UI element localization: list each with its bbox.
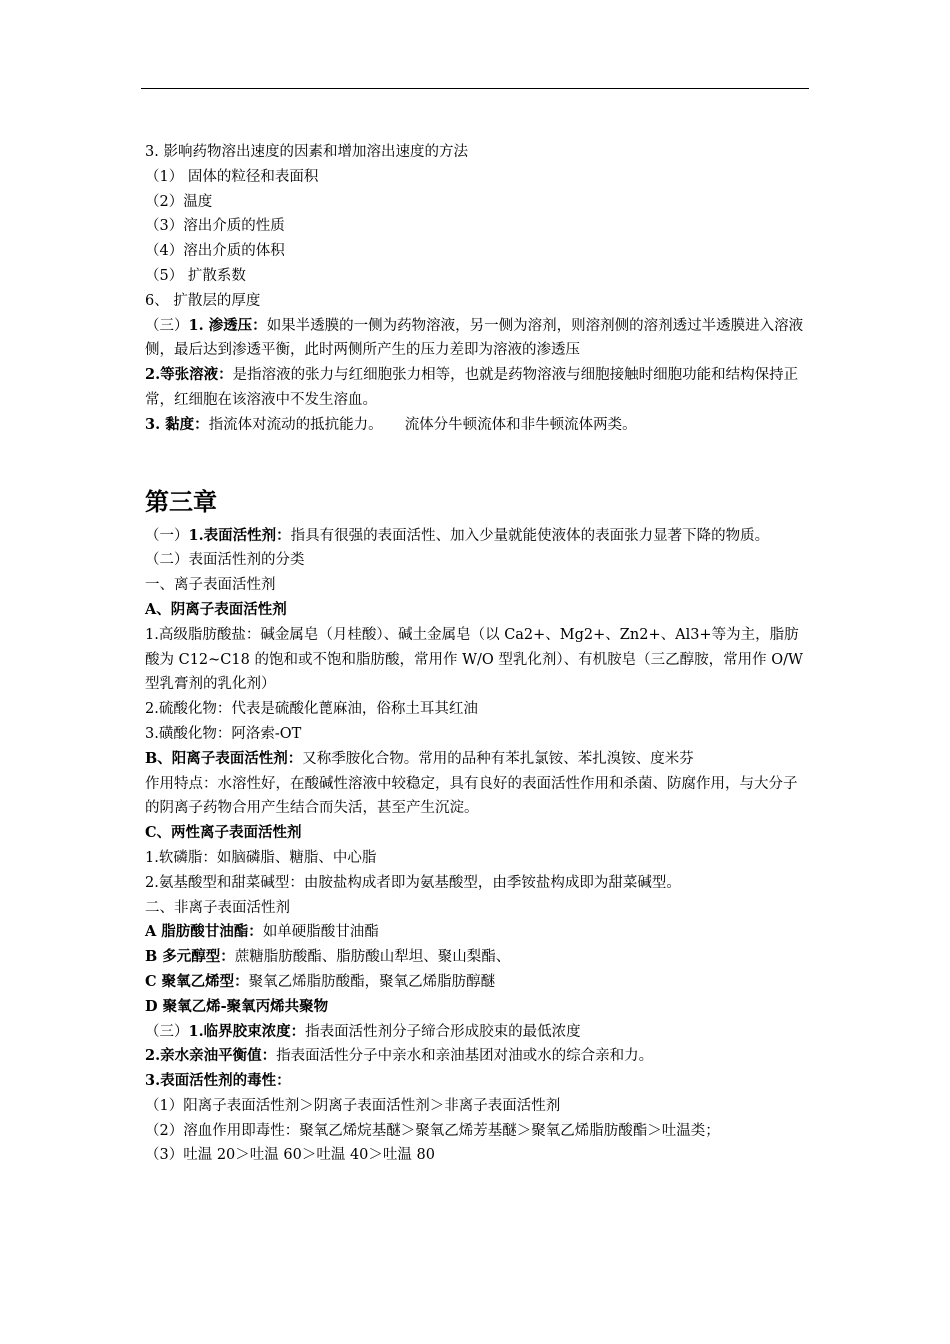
- cationic-definition: [145, 747, 810, 772]
- cmc-definition: [145, 1020, 810, 1045]
- definition-text: 又称季胺化合物。常用的品种有苯扎氯铵、苯扎溴铵、度米芬: [302, 750, 694, 767]
- osmotic-pressure-definition: [145, 314, 810, 364]
- definition-text: 如单硬脂酸甘油酯: [262, 924, 379, 941]
- list-item: 2.氨基酸型和甜菜碱型：由胺盐构成者即为氨基酸型，由季铵盐构成即为甜菜碱型。: [145, 874, 681, 891]
- term: 3.表面活性剂的毒性：: [145, 1072, 291, 1090]
- list-item: 6、 扩散层的厚度: [145, 292, 261, 309]
- term: D 聚氧乙烯-聚氧丙烯共聚物: [145, 997, 329, 1015]
- toxicity-heading: [145, 1069, 810, 1094]
- hlb-definition: [145, 1044, 810, 1069]
- anionic-title: A、阴离子表面活性剂: [145, 600, 287, 618]
- cationic-features: 作用特点：水溶性好，在酸碱性溶液中较稳定，具有良好的表面活性作用和杀菌、防腐作用，与大分子的阴离子药物合用产生结合而失活，甚至产生沉淀。: [145, 775, 798, 817]
- chapter-title: 第三章: [145, 486, 217, 516]
- list-item: （2）溶血作用即毒性：聚氧乙烯烷基醚＞聚氧乙烯芳基醚＞聚氧乙烯脂肪酸酯＞吐温类；: [145, 1122, 720, 1139]
- term: B 多元醇型：: [145, 948, 235, 966]
- definition-text: 指表面活性分子中亲水和亲油基团对油或水的综合亲和力。: [276, 1048, 654, 1065]
- term: A 脂肪酸甘油酯：: [145, 923, 263, 941]
- list-item: [145, 995, 810, 1020]
- term: B、阳离子表面活性剂：: [145, 749, 303, 767]
- definition-text: 指表面活性剂分子缔合形成胶束的最低浓度: [305, 1023, 581, 1040]
- subsection-heading: [145, 821, 810, 846]
- subsection-heading: 一、离子表面活性剂: [145, 577, 276, 594]
- definition-text: 是指溶液的张力与红细胞张力相等，也就是药物溶液与细胞接触时细胞功能和结构保持正常，红细胞在该溶液中不发生溶血。: [145, 367, 799, 408]
- isotonic-solution-definition: [145, 363, 810, 413]
- term: C 聚氧乙烯型：: [145, 972, 249, 990]
- definition-text: 流体分牛顿流体和非牛顿流体两类。: [404, 416, 637, 433]
- surfactant-definition: [145, 524, 810, 549]
- definition-text: 如果半透膜的一侧为药物溶液，另一侧为溶剂，则溶剂侧的溶剂透过半透膜进入溶液侧，最后达到渗透平衡，此时两侧所产生的压力差即为溶液的渗透压: [145, 317, 804, 359]
- list-item: 2.硫酸化物：代表是硫酸化蓖麻油，俗称土耳其红油: [145, 701, 478, 718]
- list-item: [145, 920, 810, 945]
- list-item: （1）阳离子表面活性剂＞阴离子表面活性剂＞非离子表面活性剂: [145, 1097, 561, 1114]
- list-item: （2）温度: [145, 193, 213, 210]
- term: 3. 黏度：: [145, 415, 209, 433]
- list-item: （1） 固体的粒径和表面积: [145, 168, 319, 185]
- item-prefix: （一）: [145, 527, 189, 544]
- header-rule: [141, 88, 809, 89]
- list-item: [145, 945, 810, 970]
- definition-text: 指流体对流动的抵抗能力。: [208, 416, 383, 433]
- list-item: [145, 970, 810, 995]
- term: 2.亲水亲油平衡值：: [145, 1047, 277, 1065]
- subsection-heading: [145, 598, 810, 623]
- definition-text: 聚氧乙烯脂肪酸酯，聚氧乙烯脂肪醇醚: [248, 973, 496, 990]
- list-item: 1.软磷脂：如脑磷脂、糖脂、中心脂: [145, 849, 377, 866]
- term: 1.临界胶束浓度：: [188, 1022, 306, 1040]
- item-prefix: （三）: [145, 317, 189, 334]
- document-body: [145, 140, 810, 1168]
- item-prefix: （三）: [145, 1023, 189, 1040]
- amphoteric-title: C、两性离子表面活性剂: [145, 824, 302, 842]
- definition-text: 指具有很强的表面活性、加入少量就能使液体的表面张力显著下降的物质。: [290, 527, 770, 544]
- term: 1.表面活性剂：: [188, 526, 291, 544]
- list-item: （3）溶出介质的性质: [145, 218, 285, 235]
- viscosity-definition: [145, 413, 810, 438]
- subsection-heading: 二、非离子表面活性剂: [145, 899, 290, 916]
- section-heading: （二）表面活性剂的分类: [145, 552, 305, 569]
- list-item: （5） 扩散系数: [145, 267, 246, 284]
- list-item: （3）吐温 20＞吐温 60＞吐温 40＞吐温 80: [145, 1147, 435, 1164]
- list-item: 1.高级脂肪酸盐：碱金属皂（月桂酸）、碱土金属皂（以 Ca2+、Mg2+、Zn2+、Al3+等为主，脂肪酸为 C12~C18 的饱和或不饱和脂肪酸，常用作 W/O 型乳化剂）、有机胺皂（三乙醇胺，常用作 O/W 型乳膏剂的乳化剂）: [145, 626, 803, 693]
- definition-text: 蔗糖脂肪酸酯、脂肪酸山犁坦、聚山梨酯、: [234, 949, 511, 966]
- term: 1. 渗透压：: [188, 316, 267, 334]
- section-heading: 3. 影响药物溶出速度的因素和增加溶出速度的方法: [145, 144, 468, 160]
- list-item: （4）溶出介质的体积: [145, 243, 285, 260]
- term: 2.等张溶液：: [145, 366, 233, 384]
- list-item: 3.磺酸化物：阿洛索-OT: [145, 725, 302, 742]
